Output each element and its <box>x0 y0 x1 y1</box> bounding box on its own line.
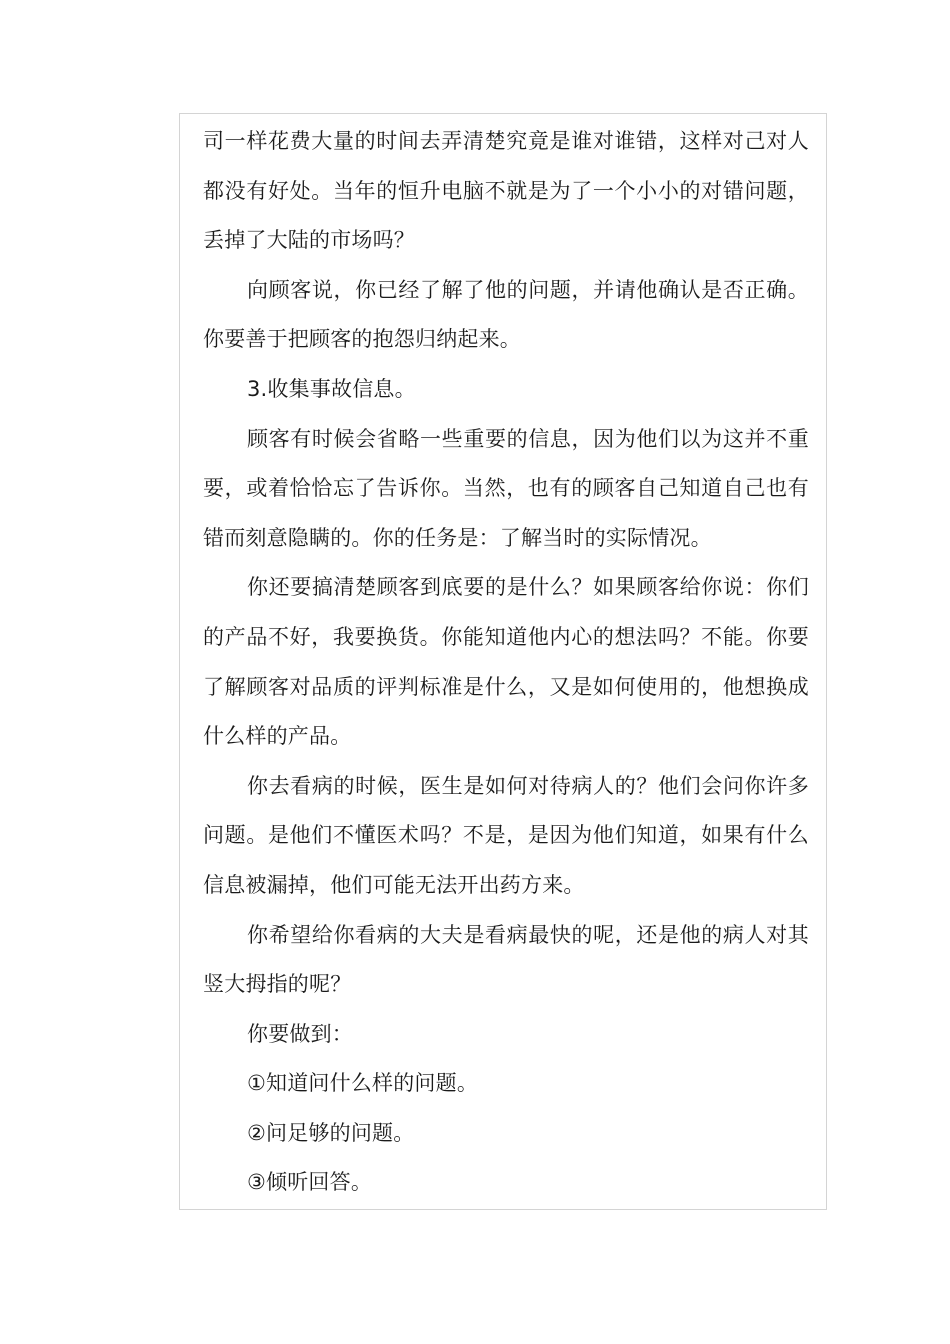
list-item-1: ①知道问什么样的问题。 <box>247 1071 479 1096</box>
document-body <box>203 117 809 1208</box>
paragraph-4: 你还要搞清楚顾客到底要的是什么？如果顾客给你说：你们的产品不好，我要换货。你能知道他内心的想法吗？不能。你要了解顾客对品质的评判标准是什么，又是如何使用的，他想换成什么样的产品。 <box>203 575 809 749</box>
paragraph-1: 司一样花费大量的时间去弄清楚究竟是谁对谁错，这样对己对人都没有好处。当年的恒升电脑不就是为了一个小小的对错问题，丢掉了大陆的市场吗？ <box>203 129 809 253</box>
list-item-2: ②问足够的问题。 <box>247 1120 415 1145</box>
list-item-3: ③倾听回答。 <box>247 1170 373 1195</box>
section-heading: 3.收集事故信息。 <box>247 376 416 401</box>
paragraph-3: 顾客有时候会省略一些重要的信息，因为他们以为这并不重要，或着恰恰忘了告诉你。当然，也有的顾客自己知道自己也有错而刻意隐瞒的。你的任务是：了解当时的实际情况。 <box>203 426 809 550</box>
list-intro: 你要做到： <box>247 1021 353 1046</box>
paragraph-6: 你希望给你看病的大夫是看病最快的呢，还是他的病人对其竖大拇指的呢？ <box>203 922 809 997</box>
paragraph-2: 向顾客说，你已经了解了他的问题，并请他确认是否正确。你要善于把顾客的抱怨归纳起来。 <box>203 277 809 352</box>
paragraph-5: 你去看病的时候，医生是如何对待病人的？他们会问你许多问题。是他们不懂医术吗？不是，是因为他们知道，如果有什么信息被漏掉，他们可能无法开出药方来。 <box>203 773 809 897</box>
